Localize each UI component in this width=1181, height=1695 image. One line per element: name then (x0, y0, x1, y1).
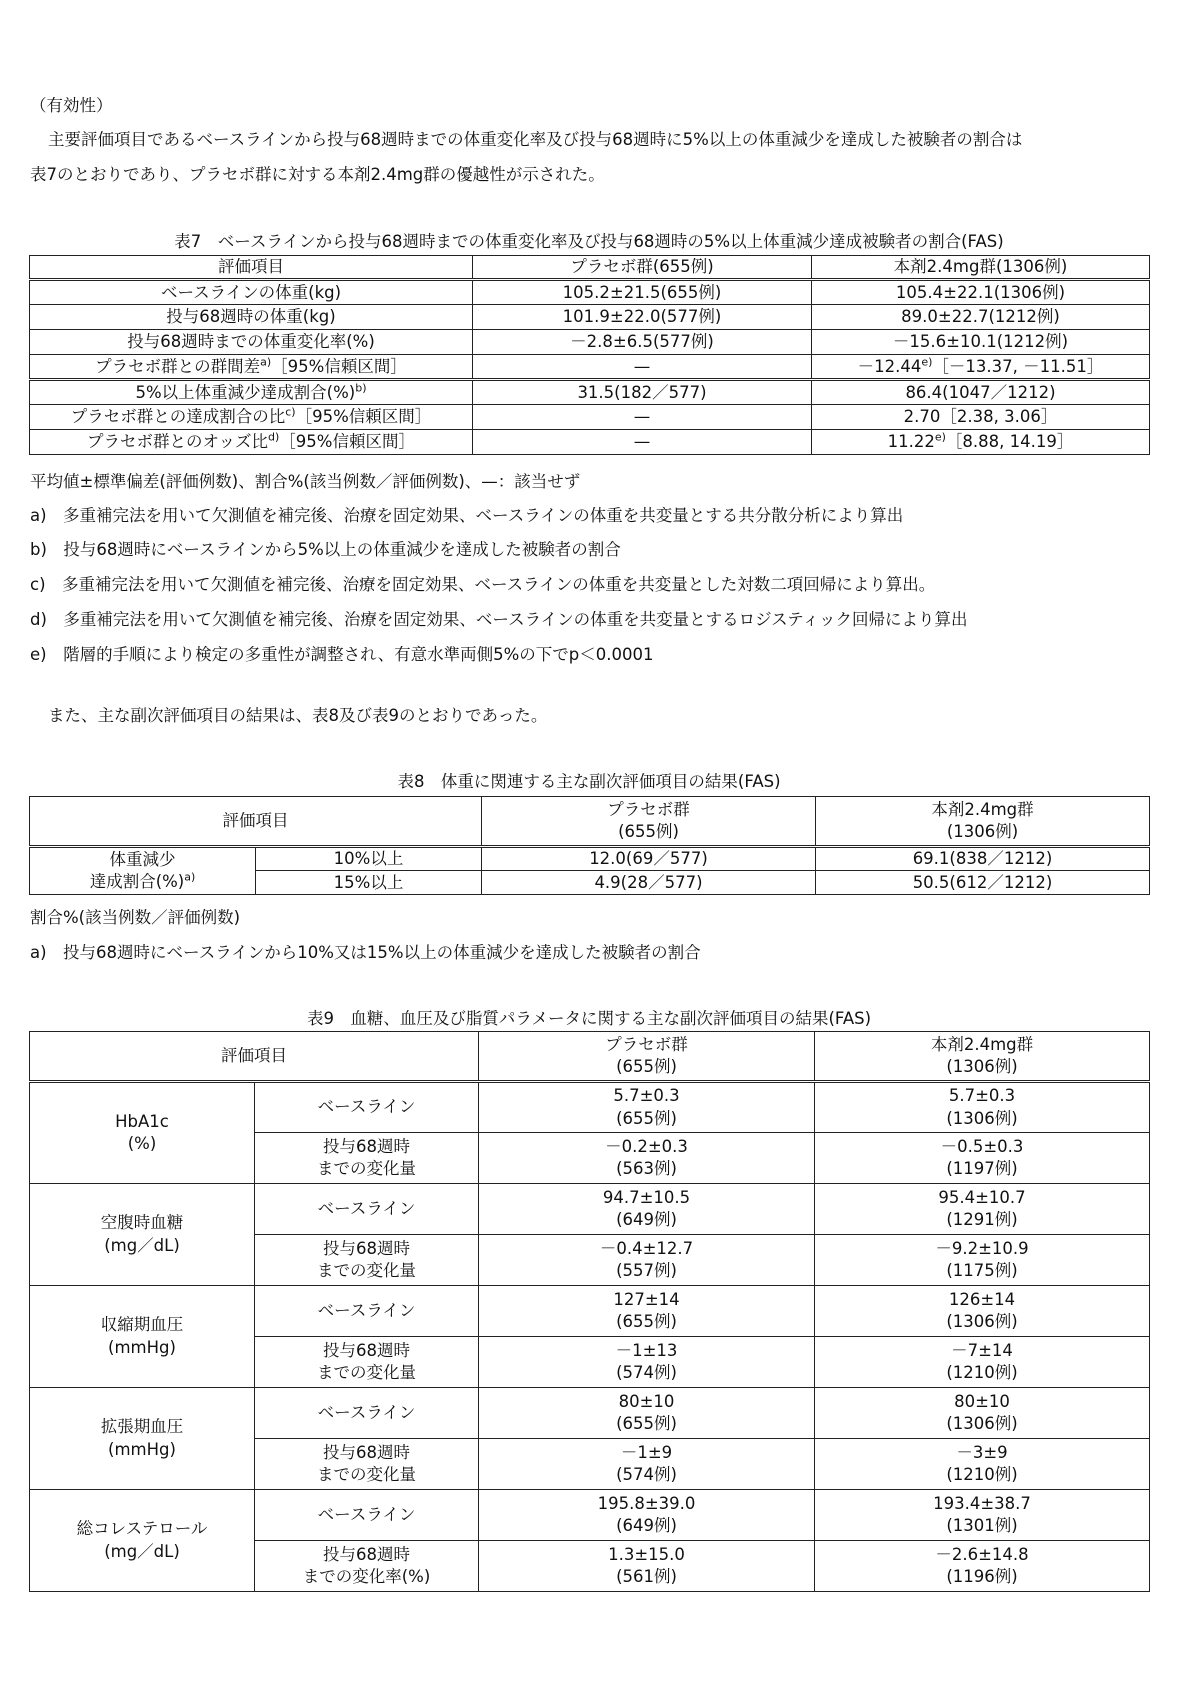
table8-caption: 表8 体重に関連する主な副次評価項目の結果(FAS) (397, 772, 781, 791)
footnote-marker: d) (268, 430, 280, 444)
table7-header-row (30, 256, 1150, 280)
row-label: 投与68週時までの体重変化率(%) (127, 332, 375, 352)
parameter-name: 拡張期血圧 (mmHg) (30, 1388, 255, 1490)
placebo-value: －0.4±12.7 (557例) (479, 1235, 815, 1286)
placebo-value: 195.8±39.0 (649例) (479, 1490, 815, 1541)
drug-value: 126±14 (1306例) (815, 1286, 1150, 1337)
placebo-value: －1±9 (574例) (479, 1439, 815, 1490)
row-label: 投与68週時の体重(kg) (166, 307, 336, 327)
table-row (30, 305, 1150, 330)
parameter-name: HbA1c (%) (30, 1082, 255, 1184)
parameter-name: 総コレステロール (mg／dL) (30, 1490, 255, 1592)
footnote-marker: e) (934, 430, 946, 444)
drug-value: 2.70［2.38, 3.06］ (812, 405, 1150, 430)
table8-note: 割合%(該当例数／評価例数) (30, 908, 241, 927)
placebo-value: 80±10 (655例) (479, 1388, 815, 1439)
table-row (30, 280, 1150, 305)
row-label-tail: ［95%信頼区間］ (279, 432, 415, 452)
drug-value: －9.2±10.9 (1175例) (815, 1235, 1150, 1286)
timepoint-label: 投与68週時 までの変化量 (255, 1337, 479, 1388)
table8-header-row (30, 797, 1150, 847)
row-label: プラセボ群との群間差 (95, 356, 261, 376)
table7 (29, 255, 1150, 455)
table-row (30, 430, 1150, 455)
table7-note: 平均値±標準偏差(評価例数)、割合%(該当例数／評価例数)、—：該当せず (30, 472, 581, 491)
placebo-value: — (473, 355, 812, 380)
table9-header-row (30, 1032, 1150, 1082)
timepoint-label: ベースライン (255, 1184, 479, 1235)
drug-value: －0.5±0.3 (1197例) (815, 1133, 1150, 1184)
placebo-value: －2.8±6.5(577例) (473, 330, 812, 355)
table7-caption: 表7 ベースラインから投与68週時までの体重変化率及び投与68週時の5%以上体重減少達成被験者の割合(FAS) (174, 232, 1004, 251)
placebo-value: 1.3±15.0 (561例) (479, 1541, 815, 1592)
drug-value: 5.7±0.3 (1306例) (815, 1082, 1150, 1133)
drug-value: 89.0±22.7(1212例) (812, 305, 1150, 330)
table9-header-drug: 本剤2.4mg群 (1306例) (815, 1032, 1150, 1082)
timepoint-label: 投与68週時 までの変化量 (255, 1439, 479, 1490)
timepoint-label: 投与68週時 までの変化量 (255, 1133, 479, 1184)
placebo-value: 4.9(28／577) (482, 871, 816, 895)
table-row (30, 1490, 1150, 1541)
placebo-value: 105.2±21.5(655例) (473, 280, 812, 305)
table7-header-item: 評価項目 (30, 256, 473, 280)
table7-footnote-c: c) 多重補完法を用いて欠測値を補完後、治療を固定効果、ベースラインの体重を共変量とした対数二項回帰により算出。 (30, 575, 936, 594)
parameter-name: 空腹時血糖 (mg／dL) (30, 1184, 255, 1286)
row-label: 5%以上体重減少達成割合(%) (135, 382, 356, 402)
table8-header-placebo: プラセボ群 (655例) (482, 797, 816, 847)
table7-header-drug: 本剤2.4mg群(1306例) (812, 256, 1150, 280)
placebo-value: 31.5(182／577) (473, 380, 812, 405)
drug-value: 193.4±38.7 (1301例) (815, 1490, 1150, 1541)
table-row (30, 1184, 1150, 1235)
placebo-value: －1±13 (574例) (479, 1337, 815, 1388)
table8-header-item: 評価項目 (30, 797, 482, 847)
timepoint-label: ベースライン (255, 1388, 479, 1439)
drug-value-tail: ［－13.37, －11.51］ (932, 356, 1104, 376)
footnote-marker: e) (921, 355, 933, 369)
table8-header-drug: 本剤2.4mg群 (1306例) (816, 797, 1150, 847)
threshold-label: 15%以上 (256, 871, 482, 895)
footnote-marker: a) (184, 870, 196, 884)
row-label-tail: ［95%信頼区間］ (271, 356, 407, 376)
row-label-tail: ［95%信頼区間］ (295, 407, 432, 427)
drug-value: 80±10 (1306例) (815, 1388, 1150, 1439)
intro-paragraph-line-2: 表7のとおりであり、プラセボ群に対する本剤2.4mg群の優越性が示された。 (30, 165, 605, 184)
table7-header-placebo: プラセボ群(655例) (473, 256, 812, 280)
drug-value: 86.4(1047／1212) (812, 380, 1150, 405)
timepoint-label: ベースライン (255, 1490, 479, 1541)
table8-footnote-a: a) 投与68週時にベースラインから10%又は15%以上の体重減少を達成した被験者の割合 (30, 943, 701, 962)
parameter-name: 収縮期血圧 (mmHg) (30, 1286, 255, 1388)
table7-footnote-e: e) 階層的手順により検定の多重性が調整され、有意水準両側5%の下でp＜0.0001 (30, 645, 654, 664)
drug-value: －3±9 (1210例) (815, 1439, 1150, 1490)
row-label: プラセボ群とのオッズ比 (87, 432, 269, 452)
placebo-value: 12.0(69／577) (482, 847, 816, 871)
table7-footnote-b: b) 投与68週時にベースラインから5%以上の体重減少を達成した被験者の割合 (30, 540, 621, 559)
table7-footnote-a: a) 多重補完法を用いて欠測値を補完後、治療を固定効果、ベースラインの体重を共変量とする共分散分析により算出 (30, 506, 904, 525)
drug-value: －12.44 (857, 356, 922, 376)
footnote-marker: c) (285, 405, 296, 419)
drug-value: －7±14 (1210例) (815, 1337, 1150, 1388)
table9-body (30, 1082, 1150, 1592)
placebo-value: 5.7±0.3 (655例) (479, 1082, 815, 1133)
table7-footnote-d: d) 多重補完法を用いて欠測値を補完後、治療を固定効果、ベースラインの体重を共変量とするロジスティック回帰により算出 (30, 610, 968, 629)
table-row (30, 847, 1150, 871)
table9-caption: 表9 血糖、血圧及び脂質パラメータに関する主な副次評価項目の結果(FAS) (306, 1009, 872, 1028)
intro-paragraph-line-1: 主要評価項目であるベースラインから投与68週時までの体重変化率及び投与68週時に5%以上の体重減少を達成した被験者の割合は (48, 130, 1023, 149)
table-row (30, 405, 1150, 430)
row-label: ベースラインの体重(kg) (160, 282, 342, 302)
drug-value: 11.22 (887, 432, 935, 452)
placebo-value: 94.7±10.5 (649例) (479, 1184, 815, 1235)
table8 (29, 796, 1150, 895)
drug-value-tail: ［8.88, 14.19］ (945, 432, 1074, 452)
drug-value: 105.4±22.1(1306例) (812, 280, 1150, 305)
placebo-value: 101.9±22.0(577例) (473, 305, 812, 330)
drug-value: 69.1(838／1212) (816, 847, 1150, 871)
table9 (29, 1031, 1150, 1592)
table8-group-label: 体重減少 達成割合(%)$^{a)}$ (30, 847, 256, 895)
section-heading: （有効性） (30, 96, 113, 115)
table-row (30, 355, 1150, 380)
timepoint-label: 投与68週時 までの変化量 (255, 1235, 479, 1286)
footnote-marker: a) (260, 355, 272, 369)
table-row (30, 380, 1150, 405)
drug-value: －15.6±10.1(1212例) (812, 330, 1150, 355)
table-row (30, 1286, 1150, 1337)
timepoint-label: ベースライン (255, 1082, 479, 1133)
drug-value: －2.6±14.8 (1196例) (815, 1541, 1150, 1592)
placebo-value: — (473, 405, 812, 430)
placebo-value: — (473, 430, 812, 455)
drug-value: 50.5(612／1212) (816, 871, 1150, 895)
footnote-marker: b) (355, 381, 367, 395)
drug-value: 95.4±10.7 (1291例) (815, 1184, 1150, 1235)
table-row (30, 1082, 1150, 1133)
mid-paragraph: また、主な副次評価項目の結果は、表8及び表9のとおりであった。 (48, 706, 548, 725)
row-label: プラセボ群との達成割合の比 (70, 407, 286, 427)
timepoint-label: 投与68週時 までの変化率(%) (255, 1541, 479, 1592)
timepoint-label: ベースライン (255, 1286, 479, 1337)
threshold-label: 10%以上 (256, 847, 482, 871)
table-row (30, 330, 1150, 355)
table9-header-placebo: プラセボ群 (655例) (479, 1032, 815, 1082)
table9-header-item: 評価項目 (30, 1032, 479, 1082)
placebo-value: －0.2±0.3 (563例) (479, 1133, 815, 1184)
placebo-value: 127±14 (655例) (479, 1286, 815, 1337)
table-row (30, 1388, 1150, 1439)
